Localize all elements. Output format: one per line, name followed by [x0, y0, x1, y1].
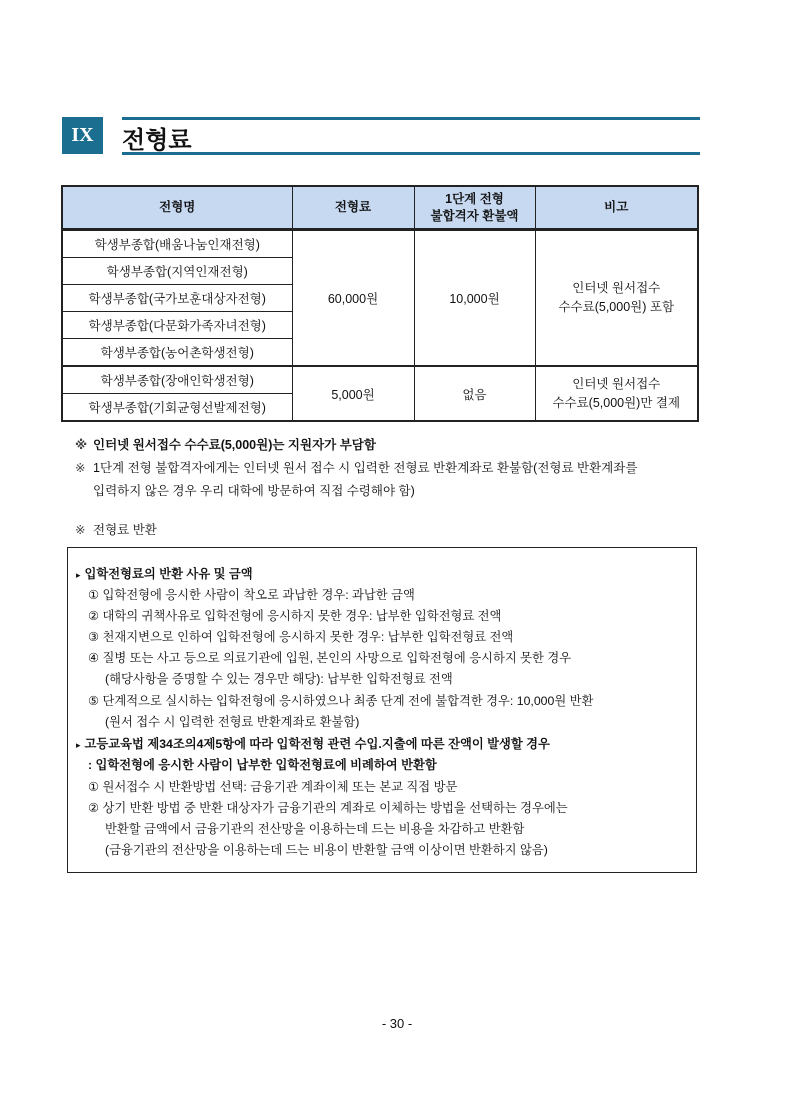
- section-title: 전형료: [122, 127, 192, 154]
- line-text: 고등교육법 제34조의4제5항에 따라 입학전형 관련 수입.지출에 따른 잔액이 발생할 경우: [84, 737, 550, 751]
- refund-line: (해당사항을 증명할 수 있는 경우만 해당): 납부한 입학전형료 전액: [105, 672, 453, 686]
- fee-table: [61, 185, 699, 422]
- admission-name: 학생부종합(국가보훈대상자전형): [62, 285, 292, 312]
- admission-name: 학생부종합(다문화가족자녀전형): [62, 312, 292, 339]
- refund-line: ③ 천재지변으로 인하여 입학전형에 응시하지 못한 경우: 납부한 입학전형료 전액: [88, 630, 514, 644]
- header-note: 비고: [535, 186, 698, 230]
- section-number-badge: IX: [62, 117, 103, 154]
- refund-line: ⑤ 단계적으로 실시하는 입학전형에 응시하였으나 최종 단계 전에 불합격한 경우: 10,000원 반환: [88, 694, 594, 708]
- refund-line: ① 원서접수 시 반환방법 선택: 금융기관 계좌이체 또는 본교 직접 방문: [88, 780, 458, 794]
- table-row: [62, 230, 698, 258]
- reference-mark-icon: ※: [75, 461, 86, 475]
- note-1: [75, 435, 376, 453]
- refund-heading: [76, 734, 550, 752]
- refund-line: (원서 접수 시 입력한 전형료 반환계좌로 환불함): [105, 715, 360, 729]
- admission-name: 학생부종합(기회균형선발제전형): [62, 394, 292, 422]
- table-row: [62, 366, 698, 394]
- bullet-icon: ▸: [76, 740, 81, 750]
- reference-mark-icon: ※: [75, 523, 86, 537]
- refund-line: ② 상기 반환 방법 중 반환 대상자가 금융기관의 계좌로 이체하는 방법을 선택하는 경우에는: [88, 801, 568, 815]
- note-2: [75, 458, 637, 476]
- bullet-icon: ▸: [76, 570, 81, 580]
- header-name: 전형명: [62, 186, 292, 230]
- page-number: - 30 -: [381, 1016, 413, 1031]
- note-cell: 인터넷 원서접수 수수료(5,000원)만 결제: [535, 366, 698, 421]
- title-top-rule: [122, 117, 700, 120]
- note-cell: 인터넷 원서접수 수수료(5,000원) 포함: [535, 230, 698, 367]
- note-2-cont: 입력하지 않은 경우 우리 대학에 방문하여 직접 수령해야 함): [93, 484, 415, 498]
- line-text: 입학전형료의 반환 사유 및 금액: [84, 567, 253, 581]
- refund-line: ② 대학의 귀책사유로 입학전형에 응시하지 못한 경우: 납부한 입학전형료 전액: [88, 609, 502, 623]
- header-fee: 전형료: [292, 186, 414, 230]
- admission-name: 학생부종합(배움나눔인재전형): [62, 230, 292, 258]
- admission-name: 학생부종합(농어촌학생전형): [62, 339, 292, 367]
- note-text: 인터넷 원서접수 수수료(5,000원)는 지원자가 부담함: [93, 438, 376, 452]
- refund-box: [67, 547, 697, 873]
- refund-line: ④ 질병 또는 사고 등으로 의료기관에 입원, 본인의 사망으로 입학전형에 응시하지 못한 경우: [88, 651, 572, 665]
- refund-line: 반환할 금액에서 금융기관의 전산망을 이용하는데 드는 비용을 차감하고 반환함: [105, 822, 525, 836]
- admission-name: 학생부종합(장애인학생전형): [62, 366, 292, 394]
- refund-line: : 입학전형에 응시한 사람이 납부한 입학전형료에 비례하여 반환함: [88, 758, 437, 772]
- admission-name: 학생부종합(지역인재전형): [62, 258, 292, 285]
- header-refund: 1단계 전형 불합격자 환불액: [414, 186, 535, 230]
- fee-cell: 60,000원: [292, 230, 414, 367]
- refund-heading: [76, 564, 253, 582]
- reference-mark-icon: ※: [75, 438, 88, 452]
- refund-cell: 10,000원: [414, 230, 535, 367]
- title-bottom-rule: [122, 152, 700, 155]
- note-text: 1단계 전형 불합격자에게는 인터넷 원서 접수 시 입력한 전형료 반환계좌로 환불함(전형료 반환계좌를: [93, 461, 638, 475]
- refund-cell: 없음: [414, 366, 535, 421]
- note-text: 전형료 반환: [93, 523, 157, 537]
- fee-cell: 5,000원: [292, 366, 414, 421]
- refund-line: ① 입학전형에 응시한 사람이 착오로 과납한 경우: 과납한 금액: [88, 588, 415, 602]
- note-3: [75, 520, 157, 538]
- refund-line: (금융기관의 전산망을 이용하는데 드는 비용이 반환할 금액 이상이면 반환하지 않음): [105, 843, 548, 857]
